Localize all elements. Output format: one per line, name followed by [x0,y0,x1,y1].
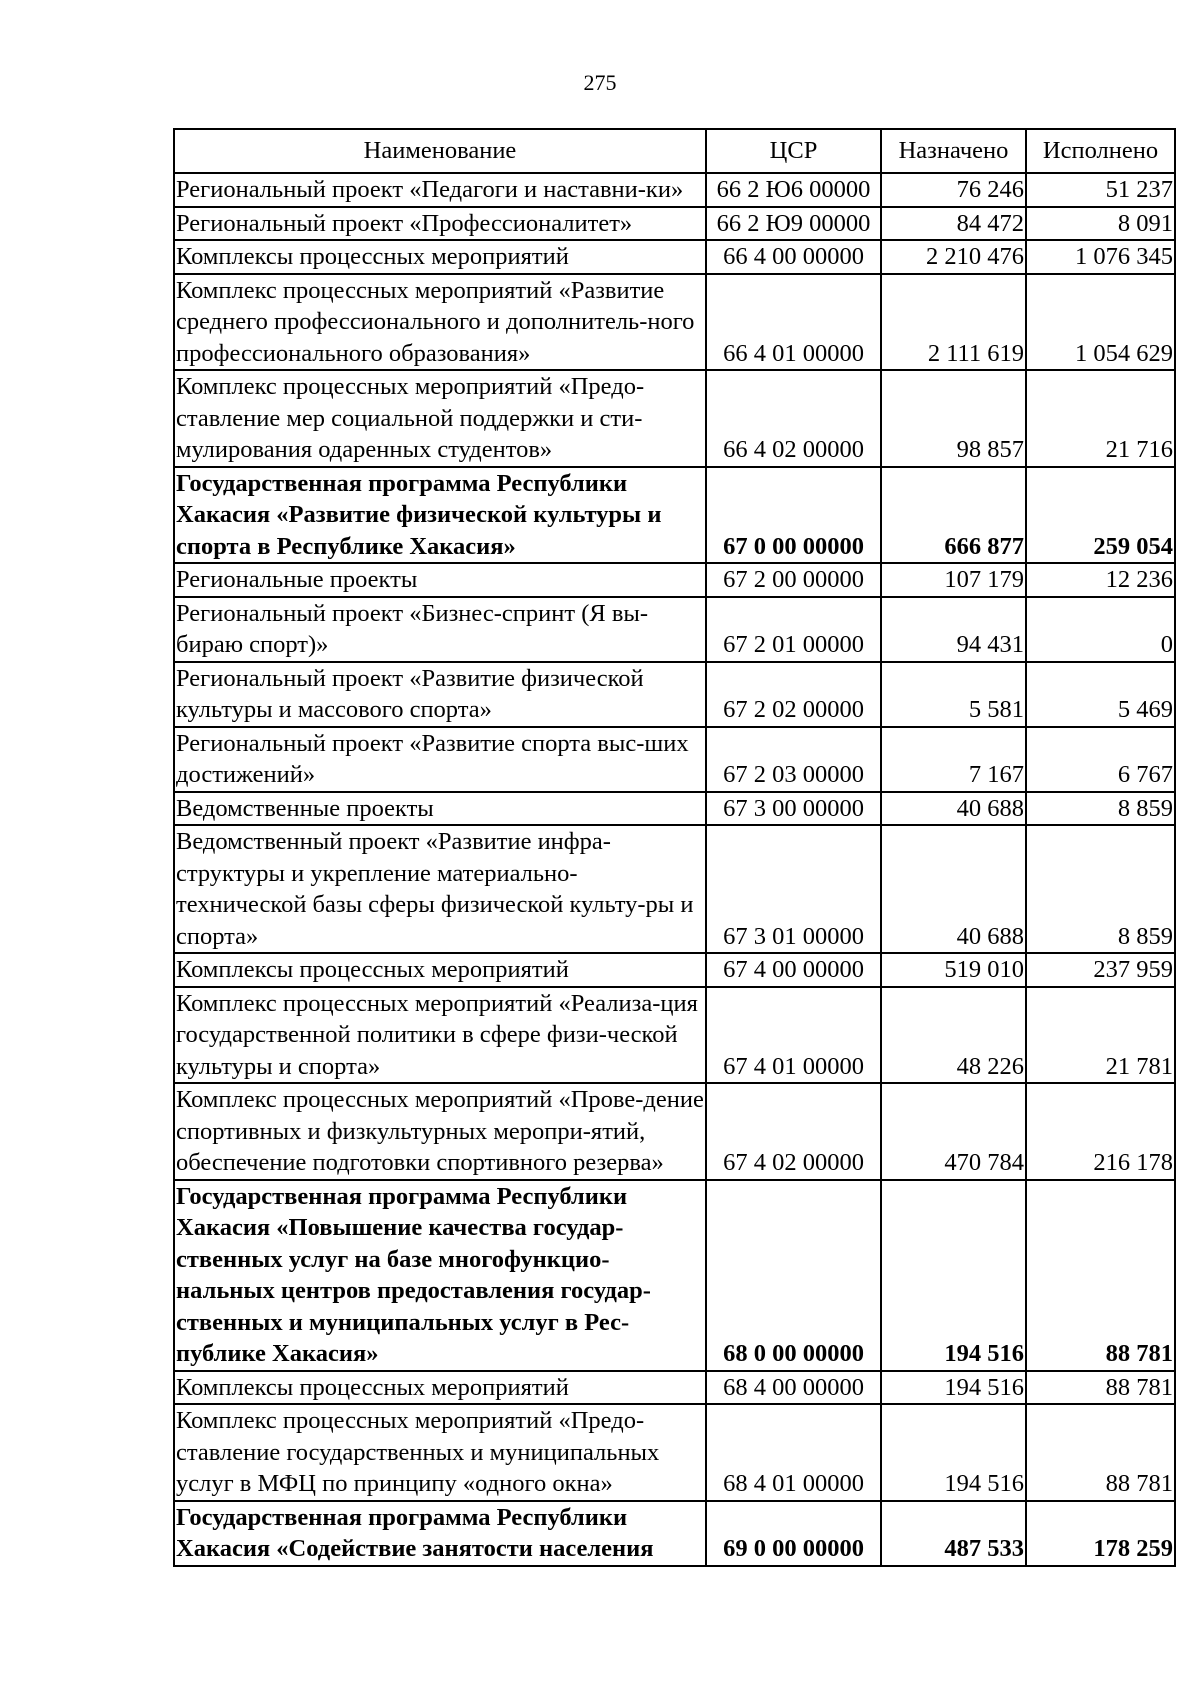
row-planned: 487 533 [881,1501,1026,1566]
header-name: Наименование [174,129,706,173]
row-planned: 666 877 [881,467,1026,564]
table-row [174,1404,1175,1501]
row-executed: 1 054 629 [1026,274,1175,371]
row-code: 67 4 02 00000 [706,1083,881,1180]
row-executed: 237 959 [1026,953,1175,987]
row-planned: 2 111 619 [881,274,1026,371]
header-planned: Назначено [881,129,1026,173]
table-row [174,173,1175,207]
row-code: 66 4 01 00000 [706,274,881,371]
row-executed: 8 859 [1026,825,1175,953]
row-planned: 40 688 [881,825,1026,953]
row-code: 66 4 02 00000 [706,370,881,467]
header-executed: Исполнено [1026,129,1175,173]
row-planned: 107 179 [881,563,1026,597]
row-executed: 88 781 [1026,1371,1175,1405]
table-row [174,563,1175,597]
page-number: 275 [583,70,617,95]
row-code: 68 0 00 00000 [706,1180,881,1371]
table-row [174,953,1175,987]
row-planned: 40 688 [881,792,1026,826]
row-executed: 21 716 [1026,370,1175,467]
table-row [174,274,1175,371]
row-name: Государственная программа Республики Хакасия «Повышение качества государ-ственных услуг на базе многофункцио-нальных центров предоставления государ-ственных и муниципальных услуг в Рес-публике Хакасия» [174,1180,706,1371]
row-executed: 178 259 [1026,1501,1175,1566]
row-name: Государственная программа Республики Хакасия «Содействие занятости населения [174,1501,706,1566]
row-executed: 88 781 [1026,1180,1175,1371]
row-executed: 8 091 [1026,207,1175,241]
table-row [174,370,1175,467]
row-name: Региональный проект «Педагоги и наставни-ки» [174,173,706,207]
row-code: 66 2 Ю6 00000 [706,173,881,207]
table-row [174,1083,1175,1180]
row-executed: 12 236 [1026,563,1175,597]
row-executed: 88 781 [1026,1404,1175,1501]
row-name: Региональный проект «Развитие спорта выс-ших достижений» [174,727,706,792]
table-row [174,662,1175,727]
row-planned: 94 431 [881,597,1026,662]
row-name: Ведомственные проекты [174,792,706,826]
row-planned: 519 010 [881,953,1026,987]
row-code: 66 4 00 00000 [706,240,881,274]
row-name: Ведомственный проект «Развитие инфра-структуры и укрепление материально-технической базы сферы физической культу-ры и спорта» [174,825,706,953]
row-executed: 0 [1026,597,1175,662]
table-row [174,1371,1175,1405]
row-planned: 2 210 476 [881,240,1026,274]
table-row [174,987,1175,1084]
row-executed: 6 767 [1026,727,1175,792]
row-planned: 98 857 [881,370,1026,467]
row-planned: 84 472 [881,207,1026,241]
row-name: Комплексы процессных мероприятий [174,953,706,987]
table-row [174,597,1175,662]
row-name: Комплекс процессных мероприятий «Прове-дение спортивных и физкультурных меропри-ятий, обеспечение подготовки спортивного резерва» [174,1083,706,1180]
row-code: 67 2 01 00000 [706,597,881,662]
row-name: Комплекс процессных мероприятий «Развитие среднего профессионального и дополнитель-ного профессионального образования» [174,274,706,371]
row-name: Региональный проект «Бизнес-спринт (Я вы-бираю спорт)» [174,597,706,662]
row-executed: 1 076 345 [1026,240,1175,274]
row-planned: 48 226 [881,987,1026,1084]
row-name: Комплекс процессных мероприятий «Предо-ставление государственных и муниципальных услуг в МФЦ по принципу «одного окна» [174,1404,706,1501]
row-executed: 8 859 [1026,792,1175,826]
table-row [174,727,1175,792]
table-header [174,129,1175,173]
header-row [174,129,1175,173]
row-planned: 76 246 [881,173,1026,207]
header-code: ЦСР [706,129,881,173]
row-code: 67 0 00 00000 [706,467,881,564]
table-row [174,1501,1175,1566]
row-planned: 7 167 [881,727,1026,792]
row-planned: 194 516 [881,1404,1026,1501]
table-row [174,467,1175,564]
row-name: Комплексы процессных мероприятий [174,240,706,274]
row-executed: 259 054 [1026,467,1175,564]
row-code: 67 3 01 00000 [706,825,881,953]
budget-table [173,128,1176,1567]
row-name: Региональный проект «Профессионалитет» [174,207,706,241]
row-name: Комплекс процессных мероприятий «Предо-ставление мер социальной поддержки и сти-мулирования одаренных студентов» [174,370,706,467]
row-planned: 194 516 [881,1180,1026,1371]
row-planned: 5 581 [881,662,1026,727]
row-code: 67 4 01 00000 [706,987,881,1084]
row-code: 67 2 00 00000 [706,563,881,597]
row-name: Региональный проект «Развитие физической культуры и массового спорта» [174,662,706,727]
row-name: Комплексы процессных мероприятий [174,1371,706,1405]
row-executed: 5 469 [1026,662,1175,727]
row-executed: 21 781 [1026,987,1175,1084]
row-name: Государственная программа Республики Хакасия «Развитие физической культуры и спорта в Республике Хакасия» [174,467,706,564]
table-row [174,825,1175,953]
row-code: 68 4 00 00000 [706,1371,881,1405]
row-code: 67 4 00 00000 [706,953,881,987]
row-executed: 51 237 [1026,173,1175,207]
row-planned: 470 784 [881,1083,1026,1180]
table-row [174,240,1175,274]
row-code: 67 3 00 00000 [706,792,881,826]
row-code: 67 2 02 00000 [706,662,881,727]
table-row [174,1180,1175,1371]
row-planned: 194 516 [881,1371,1026,1405]
row-code: 69 0 00 00000 [706,1501,881,1566]
row-executed: 216 178 [1026,1083,1175,1180]
row-name: Комплекс процессных мероприятий «Реализа-ция государственной политики в сфере физи-ческой культуры и спорта» [174,987,706,1084]
table-row [174,792,1175,826]
row-code: 67 2 03 00000 [706,727,881,792]
row-code: 68 4 01 00000 [706,1404,881,1501]
table-row [174,207,1175,241]
row-name: Региональные проекты [174,563,706,597]
row-code: 66 2 Ю9 00000 [706,207,881,241]
table-body [174,173,1175,1566]
